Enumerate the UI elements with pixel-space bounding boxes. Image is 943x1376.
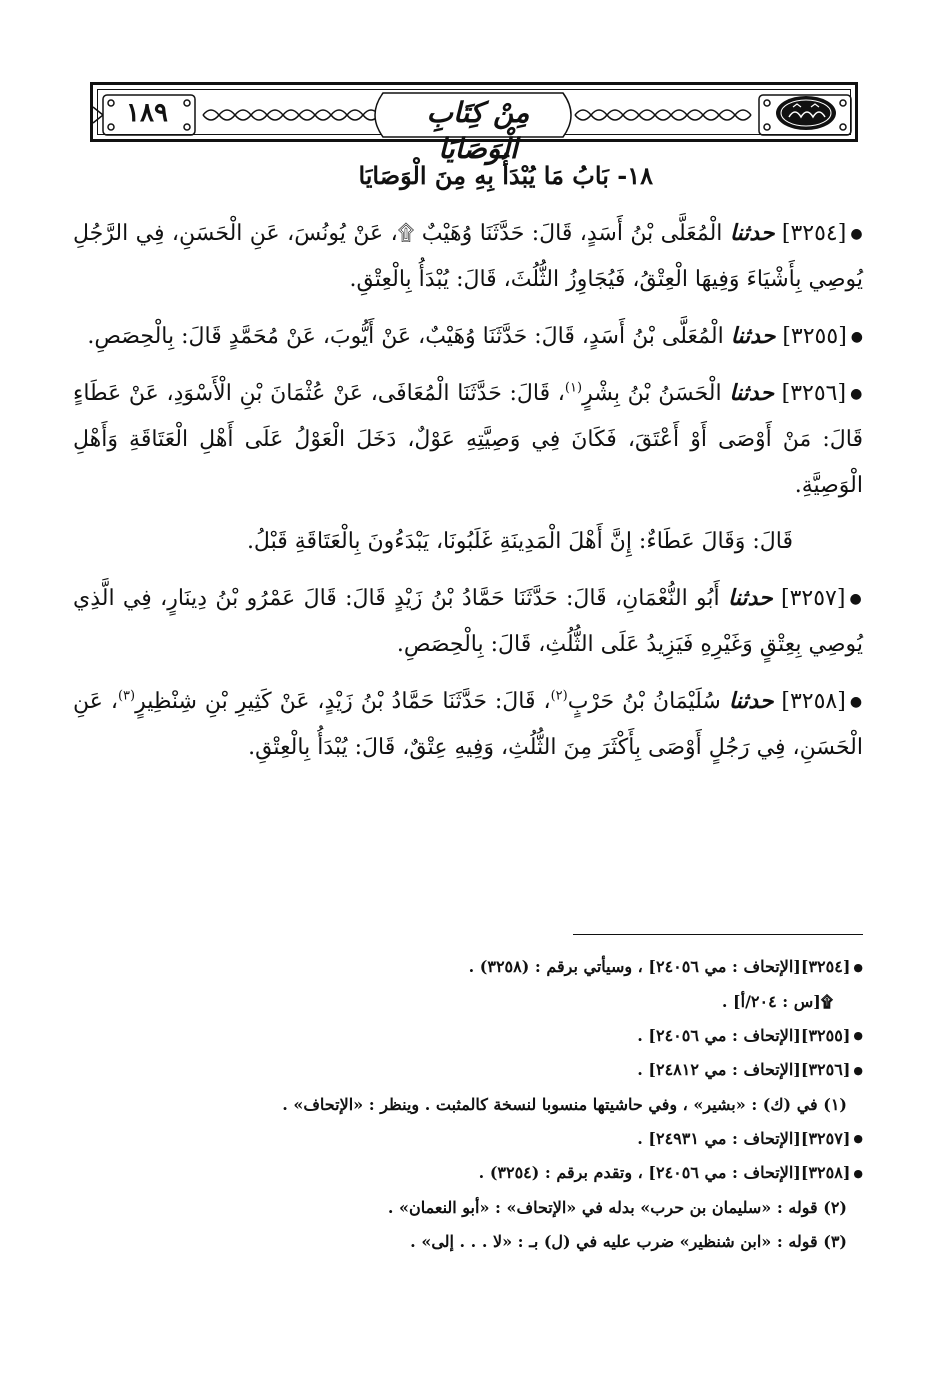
hadith-continuation	[73, 519, 863, 565]
narration-keyword: حدثنا	[729, 380, 774, 406]
footnote-reference	[73, 1055, 863, 1086]
footnote-reference	[73, 1124, 863, 1155]
hadith-paragraph	[73, 575, 863, 668]
footnote-text: [٣٢٥٧][الإتحاف : مي ٢٤٩٣١] .	[637, 1128, 851, 1148]
bullet-icon: ●	[849, 694, 864, 710]
page-header	[90, 82, 858, 165]
bullet-icon: ●	[853, 960, 863, 974]
footnote-marker[interactable]: (٢)	[550, 688, 568, 704]
footnote-subnote	[73, 987, 863, 1017]
hadith-number: [٣٢٥٧]	[780, 586, 846, 611]
footnote-note	[73, 1090, 863, 1120]
footnote-text: [٣٢٥٥][الإتحاف : مي ٢٤٠٥٦] .	[637, 1025, 851, 1045]
hadith-text-part: ، قَالَ: حَدَّثَنَا حَمَّادُ بْنُ زَيْدٍ، عَنْ كَثِيرِ بْنِ شِنْظِيرٍ	[135, 689, 551, 714]
hadith-number: [٣٢٥٦]	[781, 381, 847, 406]
bullet-icon: ●	[850, 329, 863, 345]
hadith-number: [٣٢٥٥]	[782, 324, 847, 349]
footnote-reference	[73, 1158, 863, 1189]
hadith-text: الْمُعَلَّى بْنُ أَسَدٍ، قَالَ: حَدَّثَنَا وُهَيْبٌ ۩، عَنْ يُونُسَ، عَنِ الْحَسَنِ، فِي الرَّجُلِ يُوصِي بِأَشْيَاءَ وَفِيهَا الْعِتْقُ، فَيُجَاوِزُ الثُّلُثَ، قَالَ: يُبْدَأُ بِالْعِتْقِ.	[73, 221, 863, 292]
page-number: ١٨٩	[126, 98, 168, 128]
footnote-reference	[73, 1021, 863, 1052]
chapter-heading: ١٨- بَابُ مَا يُبْدَأُ بِهِ مِنَ الْوَصَايَا	[358, 161, 653, 190]
hadith-paragraph	[73, 370, 863, 509]
bullet-icon: ●	[850, 386, 864, 402]
footnote-separator	[573, 934, 863, 935]
publisher-seal-logo	[771, 93, 841, 133]
footnote-reference	[73, 952, 863, 983]
bullet-icon: ●	[853, 1132, 863, 1145]
footnote-text: (٣) قوله : «ابن شنظير» ضرب عليه في (ل) بـ : «لا . . . إلى» .	[410, 1231, 847, 1251]
hadith-text: الْمُعَلَّى بْنُ أَسَدٍ، قَالَ: حَدَّثَنَا وُهَيْبٌ، عَنْ أَيُّوبَ، عَنْ مُحَمَّدٍ قَالَ: بِالْحِصَصِ.	[87, 324, 724, 349]
narration-keyword: حدثنا	[728, 585, 773, 611]
footnote-text: [٣٢٥٤][الإتحاف : مي ٢٤٠٥٦] ، وسيأتي برقم : (٣٢٥٨) .	[468, 957, 851, 976]
footnote-text: ۩[س : ٢٠٤/أ] .	[721, 991, 833, 1011]
hadith-body	[73, 210, 863, 781]
hadith-number: [٣٢٥٨]	[781, 689, 846, 714]
bullet-icon: ●	[853, 1063, 863, 1077]
narration-keyword: حدثنا	[728, 688, 774, 714]
hadith-text: ، قَالَ: حَدَّثَنَا الْمُعَافَى، عَنْ عُثْمَانَ بْنِ الْأَسْوَدِ، عَنْ عَطَاءٍ قَالَ: مَنْ أَوْصَى أَوْ أَعْتَقَ، فَكَانَ فِي وَصِيَّتِهِ عَوْلٌ، دَخَلَ الْعَوْلُ عَلَى أَهْلِ الْعَتَاقَةِ وَأَهْلِ الْوَصِيَّةِ.	[73, 381, 863, 498]
narration-keyword: حدثنا	[730, 323, 776, 349]
footnote-note	[73, 1227, 863, 1257]
footnote-text: [٣٢٥٨][الإتحاف : مي ٢٤٠٥٦] ، وتقدم برقم : (٣٢٥٤) .	[478, 1163, 851, 1182]
footnote-marker[interactable]: (١)	[564, 380, 583, 396]
footnote-text: (٢) قوله : «سليمان بن حرب» بدله في «الإتحاف» : «أبو النعمان» .	[387, 1197, 847, 1217]
hadith-text: ، عَنِ الْحَسَنِ، فِي رَجُلٍ أَوْصَى بِأَكْثَرَ مِنَ الثُّلُثِ، وَفِيهِ عِتْقٌ، قَالَ: يُبْدَأُ بِالْعِتْقِ.	[73, 689, 863, 760]
hadith-number: [٣٢٥٤]	[781, 221, 847, 246]
bullet-icon: ●	[849, 591, 863, 607]
footnote-text: [٣٢٥٦][الإتحاف : مي ٢٤٨١٢] .	[637, 1060, 851, 1079]
narration-keyword: حدثنا	[729, 220, 775, 246]
bullet-icon: ●	[850, 226, 863, 242]
hadith-text-part: سُلَيْمَانُ بْنُ حَرْبٍ	[567, 689, 721, 714]
bullet-icon: ●	[853, 1166, 863, 1180]
hadith-paragraph	[73, 313, 863, 360]
footnote-text: (١) في (ك) : «بشير» ، وفي حاشيتها منسوبا لنسخة كالمثبت . وينظر : «الإتحاف» .	[282, 1094, 847, 1114]
footnote-note	[73, 1193, 863, 1223]
hadith-text: أَبُو النُّعْمَانِ، قَالَ: حَدَّثَنَا حَمَّادُ بْنُ زَيْدٍ قَالَ: قَالَ عَمْرُو بْنُ دِينَارٍ، فِي الَّذِي يُوصِي بِعِتْقٍ وَغَيْرِهِ فَيَزِيدُ عَلَى الثُّلُثِ، قَالَ: بِالْحِصَصِ.	[73, 586, 863, 657]
book-section-title: مِنْ كِتَابِ الْوَصَايَا	[426, 96, 530, 165]
footnotes-section	[73, 952, 863, 1261]
bullet-icon: ●	[853, 1029, 863, 1042]
hadith-paragraph	[73, 678, 863, 771]
hadith-text: قَالَ: وَقَالَ عَطَاءٌ: إِنَّ أَهْلَ الْمَدِينَةِ غَلَبُونَا، يَبْدَءُونَ بِالْعَتَاقَةِ قَبْلُ.	[246, 529, 793, 554]
hadith-paragraph	[73, 210, 863, 303]
hadith-text-part: الْحَسَنُ بْنُ بِشْرٍ	[582, 381, 722, 406]
footnote-marker[interactable]: (٣)	[117, 688, 136, 704]
